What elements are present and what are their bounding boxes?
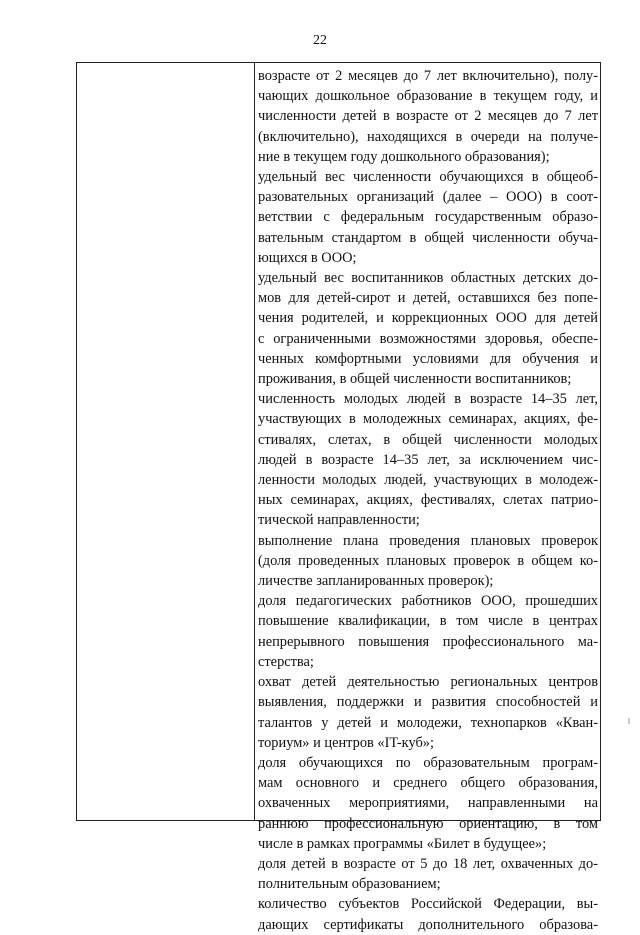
text-line: ториум» и центров «IT-куб»; (258, 734, 434, 751)
text-line: чающих дошкольное образование в текущем году, и (258, 88, 598, 105)
table-left-cell (77, 63, 255, 820)
text-line: удельный вес воспитанников областных детских до- (258, 270, 598, 287)
text-line: с ограниченными возможностями здоровья, обеспе- (258, 330, 598, 347)
text-line: ветствии с федеральным государственным образо- (258, 209, 598, 226)
text-line: разовательных организаций (далее – ООО) в соот- (258, 189, 598, 206)
scan-artifact (628, 718, 630, 724)
text-line: вательным стандартом в общей численности обуча- (258, 229, 598, 246)
text-line: участвующих в молодежных семинарах, акциях, фе- (258, 411, 598, 428)
text-line: выявления, поддержки и развития способностей и (258, 694, 598, 711)
text-line: охват детей деятельностью региональных центров (258, 674, 598, 691)
text-line: стивалях, слетах, в общей численности молодых (258, 431, 598, 448)
text-line: численность молодых людей в возрасте 14–35 лет, (258, 391, 598, 408)
text-line: выполнение плана проведения плановых проверок (258, 532, 598, 549)
text-line: повышение квалификации, в том числе в центрах (258, 613, 598, 630)
text-line: ние в текущем году дошкольного образования); (258, 148, 550, 165)
text-line: доля обучающихся по образовательным програм- (258, 754, 598, 771)
page-number: 22 (313, 33, 327, 48)
text-line: удельный вес численности обучающихся в общеоб- (258, 169, 598, 186)
text-line: стерства; (258, 653, 314, 670)
indicator-table (76, 62, 601, 933)
text-line: возрасте от 2 месяцев до 7 лет включительно), полу- (258, 68, 598, 84)
text-line: непрерывного повышения профессионального ма- (258, 633, 598, 650)
text-line: мов для детей-сирот и детей, оставшихся без попе- (258, 290, 598, 307)
table-right-cell (255, 63, 600, 933)
text-line: числе в рамках программы «Билет в будущее»; (258, 835, 547, 852)
text-line: талантов у детей и молодежи, технопарков «Кван- (258, 714, 598, 731)
text-line: мам основного и среднего общего образования, (258, 775, 598, 792)
text-line: (доля проведенных плановых проверок в общем ко- (258, 552, 598, 569)
text-line: людей в возрасте 14–35 лет, за исключением чис- (258, 451, 598, 468)
text-line: ченных комфортными условиями для обучения и (258, 350, 598, 367)
text-line: доля педагогических работников ООО, прошедших (258, 593, 598, 610)
text-line: ленности молодых людей, участвующих в молодеж- (258, 472, 598, 489)
text-line: (включительно), находящихся в очереди на получе- (258, 128, 598, 145)
text-line: проживания, в общей численности воспитанников; (258, 371, 572, 388)
text-line: личестве запланированных проверок); (258, 573, 494, 590)
text-line: доля детей в возрасте от 5 до 18 лет, охваченных до- (258, 855, 598, 872)
text-line: ющихся в ООО; (258, 249, 357, 266)
text-line: тической направленности; (258, 512, 420, 529)
text-line: полнительным образованием; (258, 876, 441, 893)
text-line: численности детей в возрасте от 2 месяцев до 7 лет (258, 108, 598, 125)
text-line: ных семинарах, акциях, фестивалях, слетах патрио- (258, 492, 598, 509)
text-line: охваченных мероприятиями, направленными на (258, 795, 598, 812)
text-line: чения родителей, и коррекционных ООО для детей (258, 310, 598, 327)
text-line: количество субъектов Российской Федерации, вы- (258, 896, 598, 913)
text-line: дающих сертификаты дополнительного образова- (258, 916, 598, 933)
text-line: раннюю профессиональную ориентацию, в том (258, 815, 598, 832)
